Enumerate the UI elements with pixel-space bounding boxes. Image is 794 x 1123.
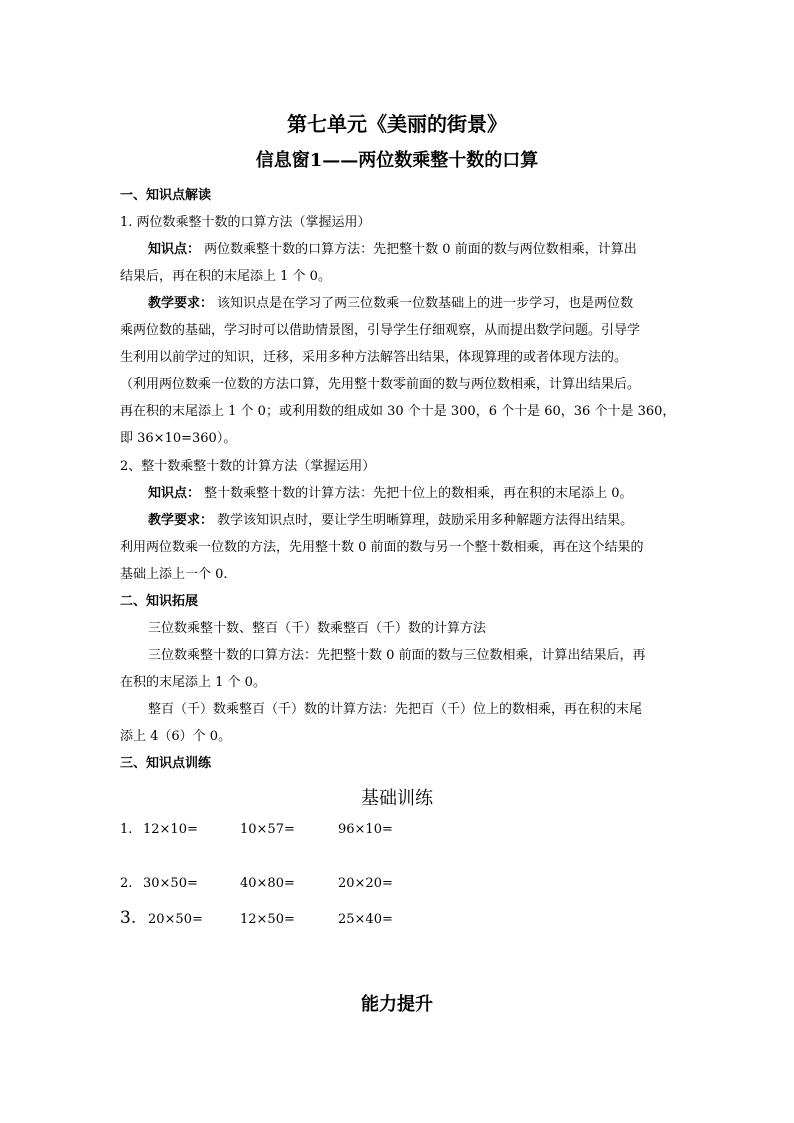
exercise-item: 20×50=	[148, 912, 203, 927]
knowledge-point-2	[148, 482, 633, 501]
knowledge-point-text: 两位数乘整十数的口算方法：先把整十数 0 前面的数与两位数相乘，计算出	[204, 242, 637, 257]
knowledge-point-label: 知识点：	[148, 486, 201, 501]
exercise-item: 12×10=	[143, 822, 198, 837]
teaching-requirement-2	[148, 509, 633, 528]
page-title: 第七单元《美丽的街景》	[287, 112, 507, 136]
exercise-number: 3.	[120, 908, 137, 928]
paragraph-line: 三位数乘整十数、整百（千）数乘整百（千）数的计算方法	[148, 621, 487, 636]
knowledge-point-1	[148, 238, 637, 257]
paragraph-line: 基础上添上一个 0.	[120, 567, 228, 582]
paragraph-line: 三位数乘整十数的口算方法：先把整十数 0 前面的数与三位数相乘，计算出结果后，再	[148, 648, 646, 663]
exercise-item: 30×50=	[143, 876, 198, 891]
exercise-item: 40×80=	[240, 876, 295, 891]
paragraph-line: 在积的末尾添上 1 个 0。	[120, 675, 266, 690]
paragraph-line: 生利用以前学过的知识，迁移，采用多种方法解答出结果，体现算理的或者体现方法的。	[120, 350, 628, 365]
exercise-item: 96×10=	[338, 822, 393, 837]
teaching-requirement-label: 教学要求：	[148, 296, 214, 311]
basic-training-heading: 基础训练	[361, 788, 433, 809]
exercise-item: 25×40=	[338, 912, 393, 927]
teaching-requirement-label: 教学要求：	[148, 513, 214, 528]
exercise-item: 20×20=	[338, 876, 393, 891]
teaching-requirement-text: 教学该知识点时，要让学生明晰算理，鼓励采用多种解题方法得出结果。	[217, 513, 634, 528]
knowledge-point-label: 知识点：	[148, 242, 201, 257]
item-heading-1: 1. 两位数乘整十数的口算方法（掌握运用）	[120, 215, 371, 230]
knowledge-point-text: 整十数乘整十数的计算方法：先把十位上的数相乘，再在积的末尾添上 0。	[204, 486, 633, 501]
paragraph-line: 即 36×10=360）。	[120, 431, 237, 446]
paragraph-line: 利用两位数乘一位数的方法，先用整十数 0 前面的数与另一个整十数相乘，再在这个结果的	[120, 540, 644, 555]
teaching-requirement-text: 该知识点是在学习了两三位数乘一位数基础上的进一步学习，也是两位数	[217, 296, 634, 311]
paragraph-line: （利用两位数乘一位数的方法口算，先用整十数零前面的数与两位数相乘，计算出结果后。	[120, 377, 641, 392]
section-heading-2: 二、知识拓展	[120, 594, 199, 609]
teaching-requirement-1	[148, 292, 633, 311]
page-subtitle: 信息窗1——两位数乘整十数的口算	[255, 150, 539, 171]
paragraph-line: 添上 4（6）个 0。	[120, 729, 232, 744]
section-heading-1: 一、知识点解读	[120, 188, 212, 203]
paragraph-line: 结果后，再在积的末尾添上 1 个 0。	[120, 269, 331, 284]
paragraph-line: 整百（千）数乘整百（千）数的计算方法：先把百（千）位上的数相乘，再在积的末尾	[148, 702, 643, 717]
exercise-item: 10×57=	[240, 822, 295, 837]
ability-heading: 能力提升	[361, 994, 433, 1015]
section-heading-3: 三、知识点训练	[120, 756, 212, 771]
exercise-number: 2.	[120, 876, 133, 891]
paragraph-line: 乘两位数的基础，学习时可以借助情景图，引导学生仔细观察，从而提出数学问题。引导学	[120, 323, 641, 338]
item-heading-2: 2、整十数乘整十数的计算方法（掌握运用）	[120, 459, 376, 474]
exercise-number: 1.	[120, 822, 133, 837]
exercise-item: 12×50=	[240, 912, 295, 927]
paragraph-line: 再在积的末尾添上 1 个 0；或利用数的组成如 30 个十是 300，6 个十是 60，36 个十是 360，	[120, 404, 676, 419]
